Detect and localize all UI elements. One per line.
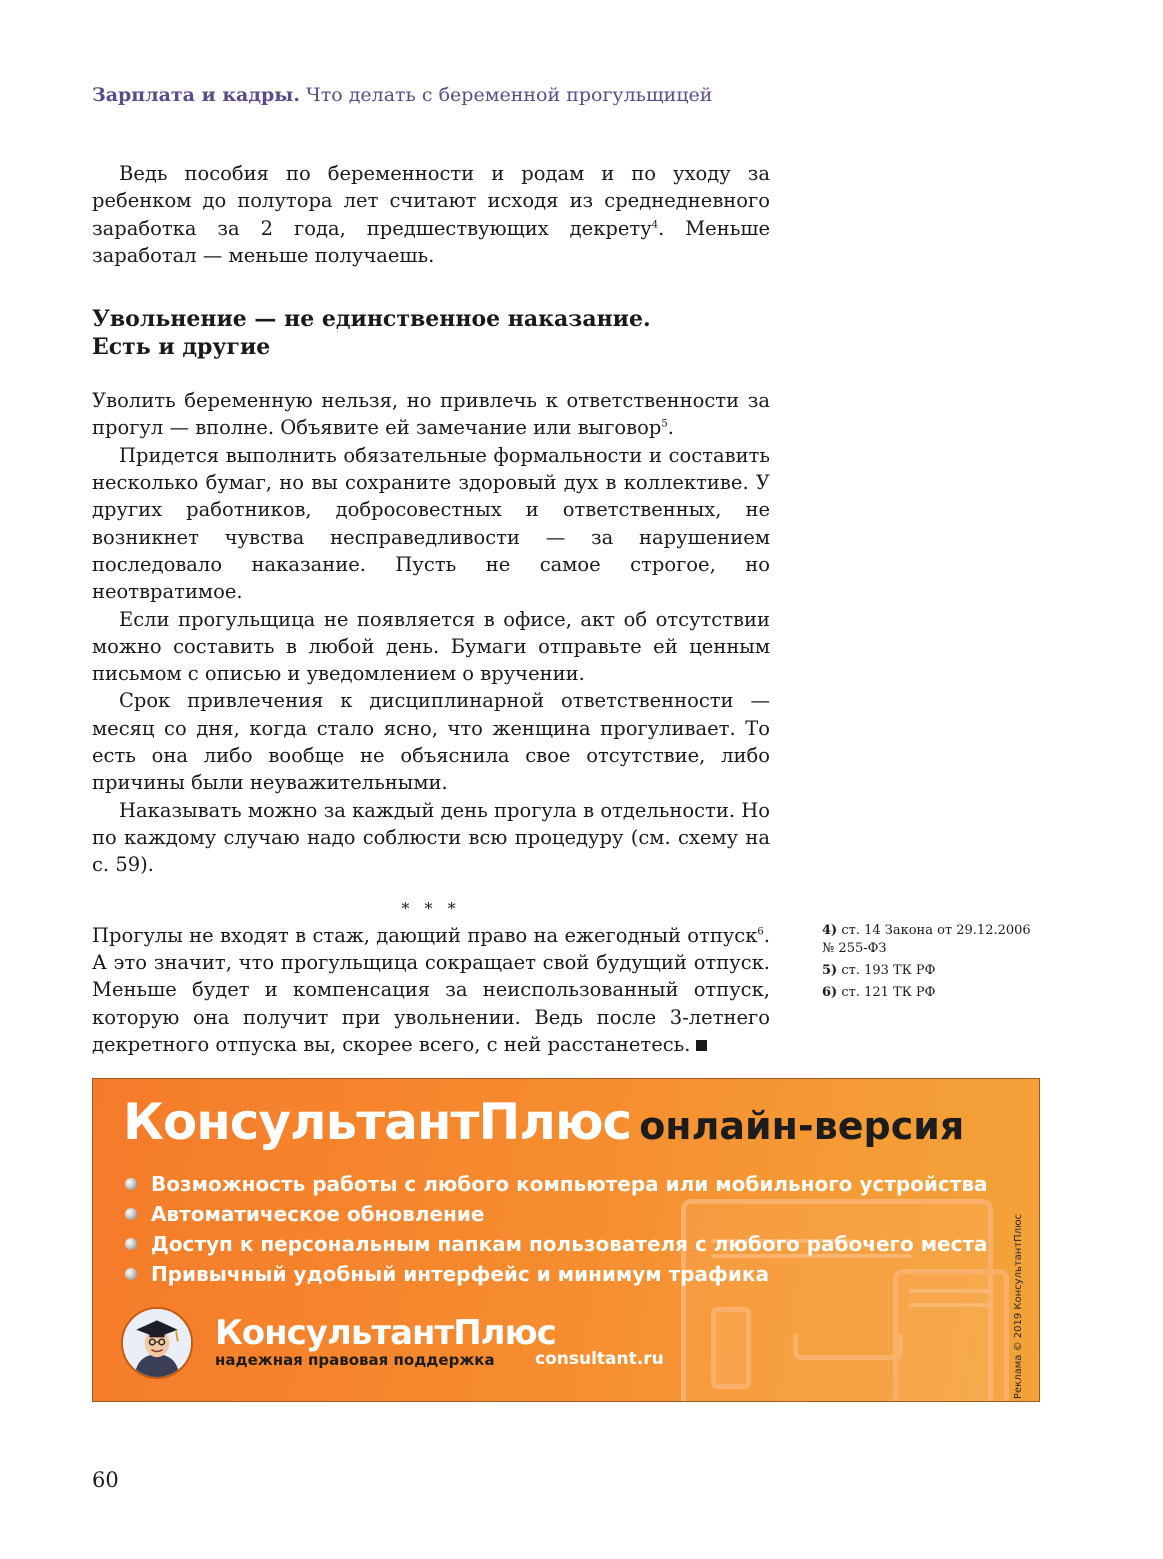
ad-logo-name: КонсультантПлюс — [215, 1313, 556, 1353]
decor-line — [909, 1303, 989, 1307]
bullet-icon — [125, 1268, 137, 1280]
footnote-4 — [822, 922, 1042, 958]
ad-feature-item — [125, 1229, 988, 1259]
phone-illustration-icon — [711, 1307, 751, 1389]
ad-url-link[interactable]: consultant.ru — [535, 1349, 664, 1369]
closing-text-part1: Прогулы не входят в стаж, дающий право на ежегодный отпуск — [92, 923, 758, 947]
running-head-title: Что делать с беременной прогульщицей — [306, 84, 713, 106]
page-number: 60 — [92, 1468, 119, 1492]
ad-feature-item — [125, 1259, 988, 1289]
ad-feature-list — [125, 1169, 988, 1289]
section-heading-line2: Есть и другие — [92, 334, 271, 361]
ad-feature-text: Возможность работы с любого компьютера или мобильного устройства — [151, 1172, 988, 1196]
body-paragraph-3: Если прогульщица не появляется в офисе, акт об отсутствии можно составить в любой день. Бумаги отправьте ей ценным письмом с описью и уведомлением о вручении. — [92, 607, 770, 686]
end-mark-icon — [696, 1040, 707, 1051]
body-paragraph-1-part2: . — [667, 416, 674, 440]
running-head-section: Зарплата и кадры. — [92, 84, 300, 106]
ad-version: онлайн-версия — [639, 1104, 965, 1148]
ad-title — [123, 1093, 964, 1151]
body-paragraph-1 — [92, 387, 770, 442]
decor-line — [909, 1289, 989, 1293]
closing-text-part2: . А это значит, что прогульщица сокращает свой будущий отпуск. Меньше будет и компенсация за неиспользованный отпуск, которую она получит при увольнении. Ведь после 3-летнего декретного отпуска вы, скорее всего, с ней расстанетесь. — [92, 923, 770, 1057]
footnote-text: ст. 121 ТК РФ — [841, 985, 936, 1000]
ad-logo-text — [215, 1315, 556, 1369]
bullet-icon — [125, 1208, 137, 1220]
ad-feature-item — [125, 1169, 988, 1199]
section-separator: * * * — [401, 898, 461, 918]
ad-tagline: надежная правовая поддержка — [215, 1351, 495, 1369]
mascot-logo-svg — [123, 1309, 191, 1377]
body-paragraph-5: Наказывать можно за каждый день прогула в отдельности. Но по каждому случаю надо соблюсти всю процедуру (см. схему на с. 59). — [92, 798, 770, 877]
footnote-ref-4: 4 — [651, 219, 659, 231]
footnote-ref-5: 5 — [661, 418, 668, 430]
body-paragraph-1-part1: Уволить беременную нельзя, но привлечь к ответственности за прогул — вполне. Объявите ей замечание или выговор — [92, 389, 770, 440]
intro-text-part1: Ведь пособия по беременности и родам и по уходу за ребенком до полутора лет считают исходя из среднедневного заработка за 2 года, предшествующих декрету — [92, 162, 770, 240]
ad-feature-text: Доступ к персональным папкам пользователя с любого рабочего места — [151, 1232, 988, 1256]
footnote-ref-6: 6 — [757, 926, 764, 938]
main-text-column — [92, 160, 770, 1058]
monitor-stand-icon — [793, 1334, 903, 1360]
intro-text-part2: . Меньше заработал — меньше получаешь. — [92, 216, 771, 267]
advertisement-banner[interactable] — [92, 1078, 1040, 1402]
footnote-text: ст. 193 ТК РФ — [841, 963, 936, 978]
section-heading — [92, 305, 770, 361]
intro-paragraph — [92, 160, 770, 269]
footnotes-column — [822, 922, 1042, 1006]
body-paragraph-2: Придется выполнить обязательные формальности и составить несколько бумаг, но вы сохраните здоровый дух в коллективе. У других работников, добросовестных и ответственных, не возникнет чувства несправедливости — за нарушением последовало наказание. Пусть не самое строгое, но неотвратимое. — [92, 443, 770, 604]
footnote-number: 4) — [822, 923, 838, 938]
ad-feature-text: Автоматическое обновление — [151, 1202, 485, 1226]
bullet-icon — [125, 1238, 137, 1250]
mascot-logo-icon — [121, 1307, 193, 1379]
footnote-text: ст. 14 Закона от 29.12.2006 № 255-ФЗ — [822, 923, 1031, 956]
body-paragraph-4: Срок привлечения к дисциплинарной ответственности — месяц со дня, когда стало ясно, что женщина прогуливает. То есть она либо вообще не объяснила свое отсутствие, либо причины были неуважительными. — [92, 689, 770, 795]
closing-paragraph — [92, 922, 770, 1058]
bullet-icon — [125, 1178, 137, 1190]
footnote-number: 5) — [822, 963, 838, 978]
running-head — [92, 84, 712, 106]
ad-feature-text: Привычный удобный интерфейс и минимум трафика — [151, 1262, 769, 1286]
section-heading-line1: Увольнение — не единственное наказание. — [92, 306, 651, 333]
ad-brand: КонсультантПлюс — [123, 1093, 632, 1151]
footnote-number: 6) — [822, 985, 838, 1000]
footnote-6 — [822, 984, 1042, 1002]
ad-feature-item — [125, 1199, 988, 1229]
footnote-5 — [822, 962, 1042, 980]
ad-legal-note: Реклама © 2019 КонсультантПлюс — [1013, 1214, 1024, 1399]
